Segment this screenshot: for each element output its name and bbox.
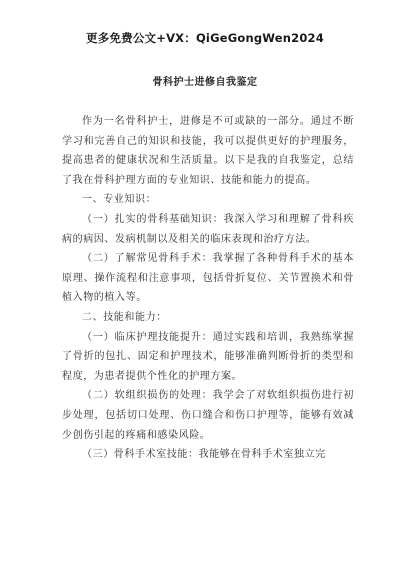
skills-item-1: （一）临床护理技能提升：通过实践和培训，我熟练掌握了骨折的包扎、固定和护理技术，能够准确判断骨折的类型和程度，为患者提供个性化的护理方案。 bbox=[62, 331, 354, 382]
knowledge-item-2: （二）了解常见骨科手术：我掌握了各种骨科手术的基本原理、操作流程和注意事项，包括骨折复位、关节置换术和骨植入物的植入等。 bbox=[62, 253, 354, 304]
section-heading-knowledge: 一、专业知识： bbox=[82, 194, 157, 206]
knowledge-item-1: （一）扎实的骨科基础知识：我深入学习和理解了骨科疾病的病因、发病机制以及相关的临床表现和治疗方法。 bbox=[62, 213, 354, 245]
watermark-text: 更多免费公文+VX：QiGeGongWen2024 bbox=[86, 31, 324, 45]
skills-item-3: （三）骨科手术室技能：我能够在骨科手术室独立完 bbox=[82, 449, 326, 461]
skills-item-2: （二）软组织损伤的处理：我学会了对软组织损伤进行初步处理，包括切口处理、伤口缝合和伤口护理等，能够有效减少创伤引起的疼痛和感染风险。 bbox=[62, 390, 354, 441]
document-body bbox=[62, 112, 354, 465]
document-title: 骨科护士进修自我鉴定 bbox=[152, 77, 258, 88]
section-heading-skills: 二、技能和能力： bbox=[82, 311, 167, 323]
intro-paragraph: 作为一名骨科护士，进修是不可或缺的一部分。通过不断学习和完善自己的知识和技能，我可以提供更好的护理服务，提高患者的健康状况和生活质量。以下是我的自我鉴定，总结了我在骨科护理方面的专业知识、技能和能力的提高。 bbox=[62, 116, 354, 186]
